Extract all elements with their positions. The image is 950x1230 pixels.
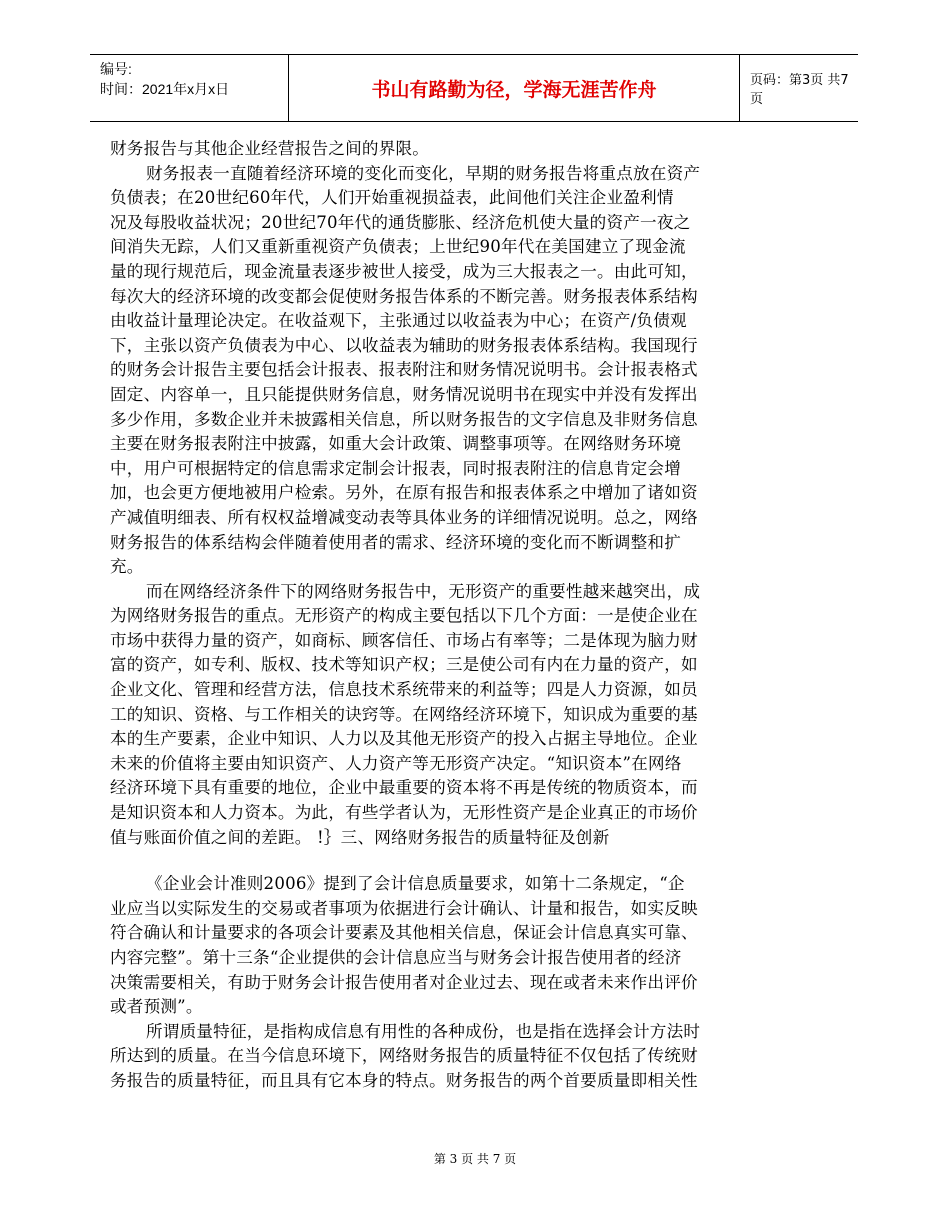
document-body — [110, 137, 770, 1094]
header-motto: 书山有路勤为径，学海无涯苦作舟 — [371, 78, 657, 101]
header-page-number: 页码：第3页 共7页 — [750, 73, 849, 107]
text-line: 业应当以实际发生的交易或者事项为依据进行会计确认、计量和报告，如实反映 — [110, 898, 698, 918]
text-line: 企业文化、管理和经营方法，信息技术系统带来的利益等；四是人力资源，如员 — [110, 680, 698, 700]
header-meta — [100, 59, 290, 99]
text-line: 所谓质量特征，是指构成信息有用性的各种成份，也是指在选择会计方法时 — [146, 1021, 701, 1041]
text-line: 量的现行规范后，现金流量表逐步被世人接受，成为三大报表之一。由此可知， — [110, 261, 698, 281]
text-line: 决策需要相关，有助于财务会计报告使用者对企业过去、现在或者未来作出评价 — [110, 972, 698, 992]
text-line: 《企业会计准则2006》提到了会计信息质量要求，如第十二条规定，“企 — [146, 874, 685, 894]
text-line: 加，也会更方便地被用户检索。另外，在原有报告和报表体系之中增加了诸如资 — [110, 483, 698, 503]
text-line: 经济环境下具有重要的地位，企业中最重要的资本将不再是传统的物质资本，而 — [110, 778, 698, 798]
text-line: 本的生产要素，企业中知识、人力以及其他无形资产的投入占据主导地位。企业 — [110, 729, 698, 749]
text-line: 而在网络经济条件下的网络财务报告中，无形资产的重要性越来越突出，成 — [146, 581, 701, 601]
page-footer: 第 3 页 共 7 页 — [433, 1152, 517, 1166]
text-line: 负债表；在20世纪60年代，人们开始重视损益表，此间他们关注企业盈利情 — [110, 188, 674, 208]
text-line: 况及每股收益状况；20世纪70年代的通货膨胀、经济危机使大量的资产一夜之 — [110, 212, 691, 232]
body-text — [110, 137, 770, 1094]
text-line: 未来的价值将主要由知识资产、人力资产等无形资产决定。“知识资本”在网络 — [110, 753, 682, 773]
page-header — [90, 54, 858, 122]
text-line: 内容完整”。第十三条“企业提供的会计信息应当与财务会计报告使用者的经济 — [110, 948, 682, 967]
text-line: 产减值明细表、所有权权益增减变动表等具体业务的详细情况说明。总之，网络 — [110, 507, 698, 527]
text-line: 务报告的质量特征，而且具有它本身的特点。财务报告的两个首要质量即相关性 — [110, 1070, 698, 1090]
header-motto-cell — [288, 55, 740, 121]
text-line: 下，主张以资产负债表为中心、以收益表为辅助的财务报表体系结构。我国现行 — [110, 335, 698, 355]
text-line: 符合确认和计量要求的各项会计要素及其他相关信息，保证会计信息真实可靠、 — [110, 923, 698, 943]
text-line: 财务报告与其他企业经营报告之间的界限。 — [110, 139, 430, 158]
text-line: 或者预测”。 — [110, 997, 203, 1017]
text-line: 充。 — [110, 557, 144, 577]
text-line: 每次大的经济环境的改变都会促使财务报告体系的不断完善。财务报表体系结构 — [110, 286, 698, 306]
text-line: 富的资产，如专利、版权、技术等知识产权；三是使公司有内在力量的资产，如 — [110, 655, 698, 675]
text-line: 多少作用，多数企业并未披露相关信息，所以财务报告的文字信息及非财务信息 — [110, 409, 698, 429]
text-line: 是知识资本和人力资本。为此，有些学者认为，无形性资产是企业真正的市场价 — [110, 803, 698, 823]
text-line: 固定、内容单一，且只能提供财务信息，财务情况说明书在现实中并没有发挥出 — [110, 384, 698, 404]
text-line: 财务报告的体系结构会伴随着使用者的需求、经济环境的变化而不断调整和扩 — [110, 532, 681, 552]
paragraph-gap — [110, 850, 770, 872]
text-line: 所达到的质量。在当今信息环境下，网络财务报告的质量特征不仅包括了传统财 — [110, 1046, 698, 1066]
document-date-label: 时间：2021年x月x日 — [100, 81, 230, 97]
text-line: 间消失无踪，人们又重新重视资产负债表；上世纪90年代在美国建立了现金流 — [110, 237, 686, 257]
text-line: 由收益计量理论决定。在收益观下，主张通过以收益表为中心；在资产/负债观 — [110, 311, 687, 331]
text-line: 市场中获得力量的资产，如商标、顾客信任、市场占有率等；二是体现为脑力财 — [110, 630, 698, 650]
text-line: 主要在财务报表附注中披露，如重大会计政策、调整事项等。在网络财务环境 — [110, 434, 681, 454]
text-line: 值与账面价值之间的差距。 !｝三、网络财务报告的质量特征及创新 — [110, 827, 610, 847]
text-line: 的财务会计报告主要包括会计报表、报表附注和财务情况说明书。会计报表格式 — [110, 360, 698, 380]
text-line: 为网络财务报告的重点。无形资产的构成主要包括以下几个方面：一是使企业在 — [110, 606, 698, 626]
text-line: 财务报表一直随着经济环境的变化而变化，早期的财务报告将重点放在资产 — [146, 163, 701, 183]
document-number-label: 编号: — [100, 61, 132, 77]
text-line: 中，用户可根据特定的信息需求定制会计报表，同时报表附注的信息肯定会增 — [110, 458, 681, 478]
text-line: 工的知识、资格、与工作相关的诀窍等。在网络经济环境下，知识成为重要的基 — [110, 704, 698, 724]
